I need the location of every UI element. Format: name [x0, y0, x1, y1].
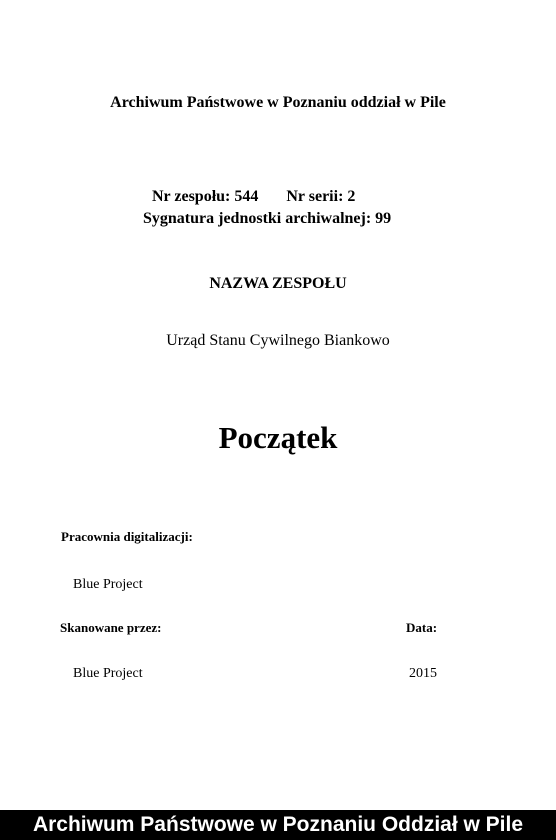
- fonds-number: Nr zespołu: 544: [152, 188, 259, 205]
- identifiers-line: [152, 188, 355, 206]
- date-value: 2015: [409, 666, 437, 681]
- document-title: Początek: [218, 420, 338, 455]
- fonds-name: Urząd Stanu Cywilnego Biankowo: [166, 332, 390, 349]
- lab-label: Pracownia digitalizacji:: [61, 529, 193, 544]
- date-label: Data:: [406, 620, 438, 635]
- fonds-heading: NAZWA ZESPOŁU: [209, 275, 347, 292]
- footer-banner: Archiwum Państwowe w Poznaniu Oddział w Pile: [0, 810, 556, 840]
- scanned-by-value: Blue Project: [73, 666, 143, 681]
- series-number: Nr serii: 2: [286, 188, 356, 205]
- lab-value: Blue Project: [73, 577, 143, 592]
- archive-name: Archiwum Państwowe w Poznaniu oddział w Pile: [110, 94, 446, 111]
- scanned-by-label: Skanowane przez:: [60, 620, 162, 635]
- archival-signature: Sygnatura jednostki archiwalnej: 99: [143, 210, 392, 227]
